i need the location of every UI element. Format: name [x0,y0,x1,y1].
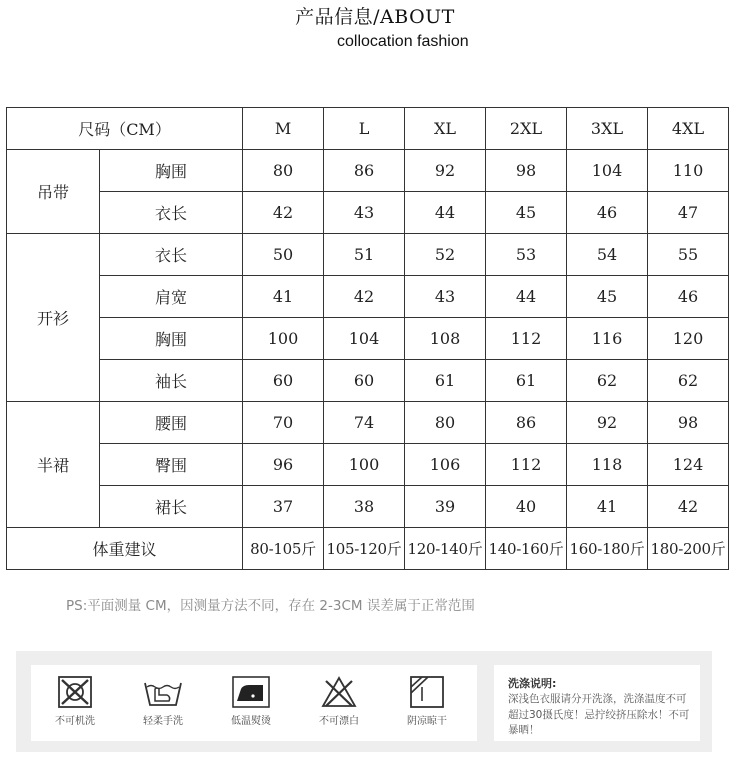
table-row [7,402,729,444]
measure-value: 100 [324,444,405,486]
measure-value: 92 [567,402,648,444]
measure-value: 53 [486,234,567,276]
weight-value: 140-160斤 [486,528,567,570]
care-label: 轻柔手洗 [143,716,183,727]
table-row [7,486,729,528]
measure-value: 41 [567,486,648,528]
measure-value: 60 [243,360,324,402]
care-item [295,675,383,735]
measure-value: 44 [405,192,486,234]
measure-label: 衣长 [100,234,243,276]
care-icons-row [31,665,477,741]
measure-value: 55 [648,234,729,276]
low-temp-iron-icon [231,675,271,709]
measure-label: 胸围 [100,150,243,192]
measure-value: 124 [648,444,729,486]
measure-value: 45 [486,192,567,234]
table-row [7,444,729,486]
weight-value: 80-105斤 [243,528,324,570]
measure-value: 74 [324,402,405,444]
measure-value: 39 [405,486,486,528]
weight-value: 120-140斤 [405,528,486,570]
page-subtitle: collocation fashion [337,33,469,50]
washing-instructions-title: 洗涤说明: [508,677,557,690]
category-label: 吊带 [7,150,100,234]
no-machine-wash-icon [57,675,93,709]
measure-value: 51 [324,234,405,276]
measure-value: 106 [405,444,486,486]
care-label: 不可机洗 [55,716,95,727]
weight-row [7,528,729,570]
table-row [7,276,729,318]
measure-label: 胸围 [100,318,243,360]
care-label: 不可漂白 [319,716,359,727]
measurement-note: PS:平面测量 CM，因测量方法不同，存在 2-3CM 误差属于正常范围 [66,598,475,614]
measure-value: 54 [567,234,648,276]
measure-label: 腰围 [100,402,243,444]
no-bleach-icon [320,675,358,709]
measure-value: 80 [243,150,324,192]
measure-value: 61 [405,360,486,402]
measure-value: 104 [567,150,648,192]
care-item [31,675,119,735]
measure-label: 裙长 [100,486,243,528]
measure-value: 92 [405,150,486,192]
washing-instructions-text: 深浅色衣服请分开洗涤，洗涤温度不可超过30摄氏度！忌拧绞挤压除水！不可暴晒！ [508,693,690,736]
measure-value: 100 [243,318,324,360]
size-header-xl: XL [405,108,486,150]
size-header-l: L [324,108,405,150]
measure-value: 43 [405,276,486,318]
measure-value: 86 [486,402,567,444]
size-chart-table [6,107,729,570]
weight-label: 体重建议 [7,528,243,570]
measure-value: 120 [648,318,729,360]
size-header-4xl: 4XL [648,108,729,150]
measure-value: 45 [567,276,648,318]
measure-value: 42 [243,192,324,234]
measure-label: 肩宽 [100,276,243,318]
measure-value: 70 [243,402,324,444]
measure-value: 40 [486,486,567,528]
measure-value: 98 [648,402,729,444]
size-header-2xl: 2XL [486,108,567,150]
care-label: 阴凉晾干 [407,716,447,727]
measure-value: 108 [405,318,486,360]
table-row [7,318,729,360]
weight-value: 180-200斤 [648,528,729,570]
measure-value: 46 [648,276,729,318]
category-label: 半裙 [7,402,100,528]
size-header-m: M [243,108,324,150]
weight-value: 105-120斤 [324,528,405,570]
measure-value: 110 [648,150,729,192]
weight-value: 160-180斤 [567,528,648,570]
measure-value: 104 [324,318,405,360]
measure-value: 50 [243,234,324,276]
care-item [119,675,207,735]
table-row [7,192,729,234]
size-header-3xl: 3XL [567,108,648,150]
measure-value: 43 [324,192,405,234]
measure-value: 98 [486,150,567,192]
care-instructions-panel [16,651,712,752]
measure-value: 38 [324,486,405,528]
measure-value: 60 [324,360,405,402]
measure-value: 41 [243,276,324,318]
measure-value: 118 [567,444,648,486]
measure-value: 62 [648,360,729,402]
care-label: 低温熨烫 [231,716,271,727]
measure-value: 96 [243,444,324,486]
care-item [207,675,295,735]
measure-value: 42 [648,486,729,528]
measure-value: 86 [324,150,405,192]
header-row [7,108,729,150]
measure-value: 112 [486,444,567,486]
measure-value: 46 [567,192,648,234]
measure-value: 52 [405,234,486,276]
measure-value: 80 [405,402,486,444]
measure-label: 袖长 [100,360,243,402]
washing-instructions [494,665,700,741]
size-header-corner: 尺码（CM） [7,108,243,150]
measure-value: 47 [648,192,729,234]
measure-label: 臀围 [100,444,243,486]
page-title: 产品信息/ABOUT [295,6,455,28]
category-label: 开衫 [7,234,100,402]
measure-label: 衣长 [100,192,243,234]
table-row [7,360,729,402]
measure-value: 44 [486,276,567,318]
measure-value: 42 [324,276,405,318]
care-item [383,675,471,735]
gentle-hand-wash-icon [143,675,183,709]
measure-value: 37 [243,486,324,528]
table-row [7,234,729,276]
table-row [7,150,729,192]
measure-value: 62 [567,360,648,402]
measure-value: 116 [567,318,648,360]
measure-value: 61 [486,360,567,402]
shade-dry-icon [408,675,446,709]
measure-value: 112 [486,318,567,360]
